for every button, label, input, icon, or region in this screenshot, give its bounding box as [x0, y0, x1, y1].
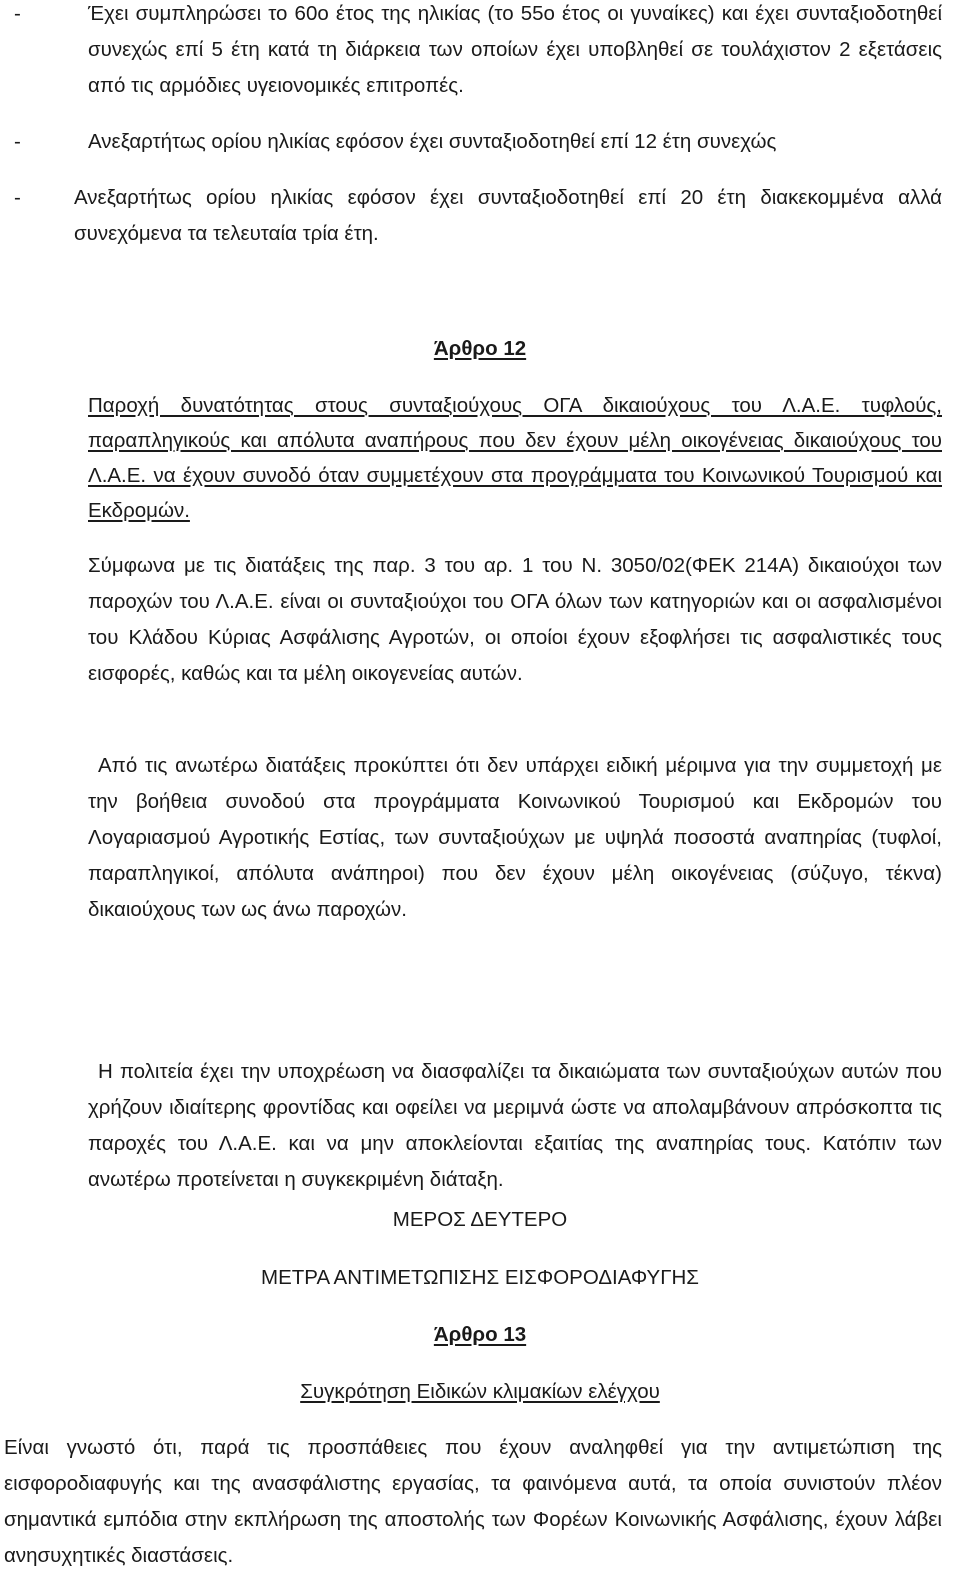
article-12-subtitle: Παροχή δυνατότητας στους συνταξιούχους ΟΓΑ δικαιούχους του Λ.Α.Ε. τυφλούς, παραπληγικούς και απόλυτα αναπήρους που δεν έχουν μέλη οικογένειας δικαιούχους του Λ.Α.Ε. να έχουν συνοδό όταν συμμετέχουν στα προγράμματα του Κοινωνικού Τουρισμού και Εκδρομών.: [88, 394, 942, 522]
bullet-text: Ανεξαρτήτως ορίου ηλικίας εφόσον έχει συνταξιοδοτηθεί επί 20 έτη διακεκομμένα αλλά συνεχόμενα τα τελευταία τρία έτη.: [74, 186, 942, 245]
bullet-item: [14, 180, 942, 252]
article-13-heading: Άρθρο 13: [433, 1323, 527, 1346]
article-12-heading: Άρθρο 12: [433, 337, 527, 360]
article-12-paragraph-3: Η πολιτεία έχει την υποχρέωση να διασφαλίζει τα δικαιώματα των συνταξιούχων αυτών που χρήζουν ιδιαίτερης φροντίδας και οφείλει να μεριμνά ώστε να απολαμβάνουν απρόσκοπτα τις παροχές του Λ.Α.Ε. και να μην αποκλείονται εξαιτίας της αναπηρίας τους. Κατόπιν των ανωτέρω προτείνεται η συγκεκριμένη διάταξη.: [88, 1060, 942, 1191]
bullet-item: [14, 0, 942, 104]
article-12-paragraph-1: Σύμφωνα με τις διατάξεις της παρ. 3 του αρ. 1 του Ν. 3050/02(ΦΕΚ 214Α) δικαιούχοι των παροχών του Λ.Α.Ε. είναι οι συνταξιούχοι του ΟΓΑ όλων των κατηγοριών και οι ασφαλισμένοι του Κλάδου Κύριας Ασφάλισης Αγροτών, οι οποίοι έχουν εξοφλήσει τις ασφαλιστικές τους εισφορές, καθώς και τα μέλη οικογενείας αυτών.: [88, 554, 942, 685]
bullet-dash: -: [14, 186, 21, 209]
part-subtitle: ΜΕΤΡΑ ΑΝΤΙΜΕΤΩΠΙΣΗΣ ΕΙΣΦΟΡΟΔΙΑΦΥΓΗΣ: [261, 1266, 699, 1289]
bullet-item: [14, 124, 942, 160]
bullet-text: Ανεξαρτήτως ορίου ηλικίας εφόσον έχει συνταξιοδοτηθεί επί 12 έτη συνεχώς: [88, 130, 777, 153]
article-12-paragraph-2: Από τις ανωτέρω διατάξεις προκύπτει ότι δεν υπάρχει ειδική μέριμνα για την συμμετοχή με την βοήθεια συνοδού στα προγράμματα Κοινωνικού Τουρισμού και Εκδρομών του Λογαριασμού Αγροτικής Εστίας, των συνταξιούχων με υψηλά ποσοστά αναπηρίας (τυφλοί, παραπληγικοί, απόλυτα ανάπηροι) που δεν έχουν μέλη οικογένειας (σύζυγο, τέκνα) δικαιούχους των ως άνω παροχών.: [88, 754, 942, 921]
bullet-dash: -: [14, 2, 21, 25]
part-title: ΜΕΡΟΣ ΔΕΥΤΕΡΟ: [392, 1208, 568, 1231]
article-13-paragraph-1: Είναι γνωστό ότι, παρά τις προσπάθειες που έχουν αναληφθεί για την αντιμετώπιση της εισφοροδιαφυγής και της ανασφάλιστης εργασίας, τα φαινόμενα αυτά, τα οποία συνιστούν πλέον σημαντικά εμπόδια στην εκπλήρωση της αποστολής των Φορέων Κοινωνικής Ασφάλισης, έχουν λάβει ανησυχητικές διαστάσεις.: [4, 1436, 942, 1567]
article-13-subtitle: Συγκρότηση Ειδικών κλιμακίων ελέγχου: [300, 1380, 660, 1403]
bullet-dash: -: [14, 130, 21, 153]
bullet-text: Έχει συμπληρώσει το 60ο έτος της ηλικίας (το 55ο έτος οι γυναίκες) και έχει συνταξιοδοτηθεί συνεχώς επί 5 έτη κατά τη διάρκεια των οποίων έχει υποβληθεί σε τουλάχιστον 2 εξετάσεις από τις αρμόδιες υγειονομικές επιτροπές.: [88, 2, 942, 97]
